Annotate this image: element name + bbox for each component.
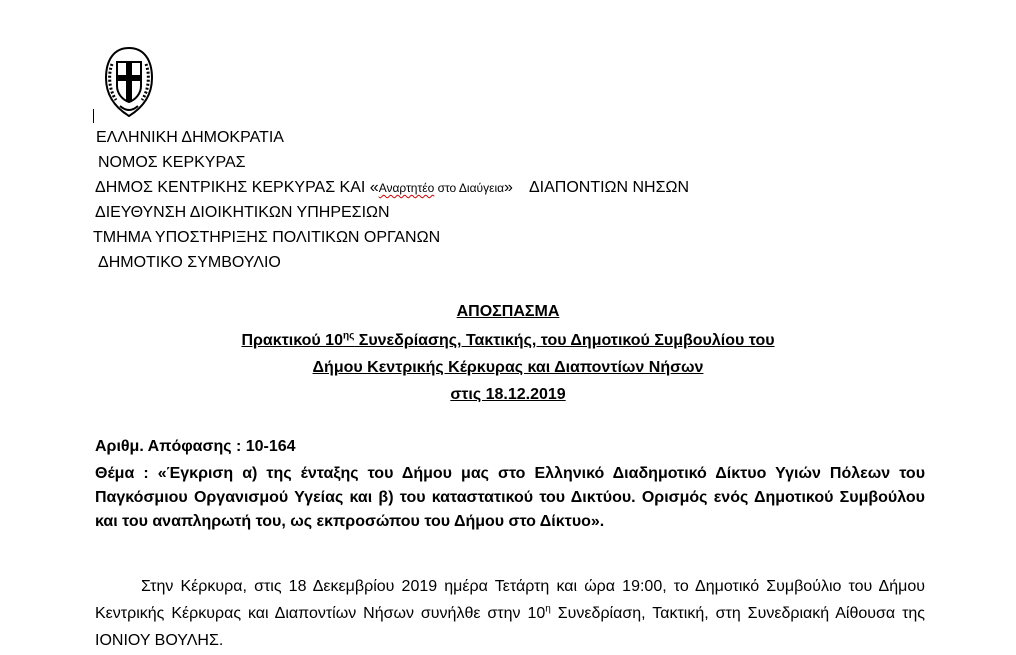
minutes-line-1a: Πρακτικού 10 [241,332,343,349]
text-cursor [93,109,94,123]
diavgeia-note: στο Διαύγεια [434,181,505,195]
department-line: ΤΜΗΜΑ ΥΠΟΣΤΗΡΙΞΗΣ ΠΟΛΙΤΙΚΩΝ ΟΡΓΑΝΩΝ [93,229,441,246]
council-line: ΔΗΜΟΤΙΚΟ ΣΥΜΒΟΥΛΙΟ [98,254,281,271]
document-heading: ΑΠΟΣΠΑΣΜΑ [456,303,560,320]
municipality-part1: ΔΗΜΟΣ ΚΕΝΤΡΙΚΗΣ ΚΕΡΚΥΡΑΣ ΚΑΙ « [95,179,379,196]
minutes-date: στις 18.12.2019 [450,386,566,403]
minutes-line-1 [0,331,1016,351]
body-paragraph [95,573,925,654]
ordinal-superscript: ης [342,330,355,342]
body-paragraph-a: Στην Κέρκυρα, στις 18 Δεκεμβρίου 2019 ημέρα Τετάρτη και ώρα 19:00, το Δημοτικό Συμβούλιο του Δήμου Κεντρικής Κέρκυρας και Διαποντίων Νήσων συνήλθε στην 10 [95,578,925,622]
directorate-line: ΔΙΕΥΘΥΝΣΗ ΔΙΟΙΚΗΤΙΚΩΝ ΥΠΗΡΕΣΙΩΝ [95,204,390,221]
municipality-part2: ΔΙΑΠΟΝΤΙΩΝ ΝΗΣΩΝ [528,179,690,196]
prefecture-line: ΝΟΜΟΣ ΚΕΡΚΥΡΑΣ [98,154,246,171]
decision-subject: Θέμα : «Έγκριση α) της ένταξης του Δήμου μας στο Ελληνικό Διαδημοτικό Δίκτυο Υγιών Πόλεων του Παγκόσμιου Οργανισμού Υγείας και β) του καταστατικού του Δικτύου. Ορισμός ενός Δημοτικού Συμβούλου και του αναπληρωτή του, ως εκπροσώπου του Δήμου στο Δίκτυο». [95,465,925,530]
minutes-line-1b: Συνεδρίασης, Τακτικής, του Δημοτικού Συμβουλίου του [354,332,775,349]
diavgeia-misspelled-word: Αναρτητέο [378,181,435,195]
municipality-line [95,178,689,198]
quote-close: » [504,179,513,196]
decision-number: Αριθμ. Απόφασης : 10-164 [95,438,296,455]
republic-line: ΕΛΛΗΝΙΚΗ ΔΗΜΟΚΡΑΤΙΑ [96,129,284,146]
hellenic-republic-emblem [100,44,158,120]
body-paragraph-b: Συνεδρίαση, Τακτική, στη Συνεδριακή Αίθουσα της ΙΟΝΙΟΥ ΒΟΥΛΗΣ. [95,605,925,649]
minutes-line-2: Δήμου Κεντρικής Κέρκυρας και Διαποντίων Νήσων [312,359,704,376]
session-ordinal-superscript: η [545,603,551,615]
